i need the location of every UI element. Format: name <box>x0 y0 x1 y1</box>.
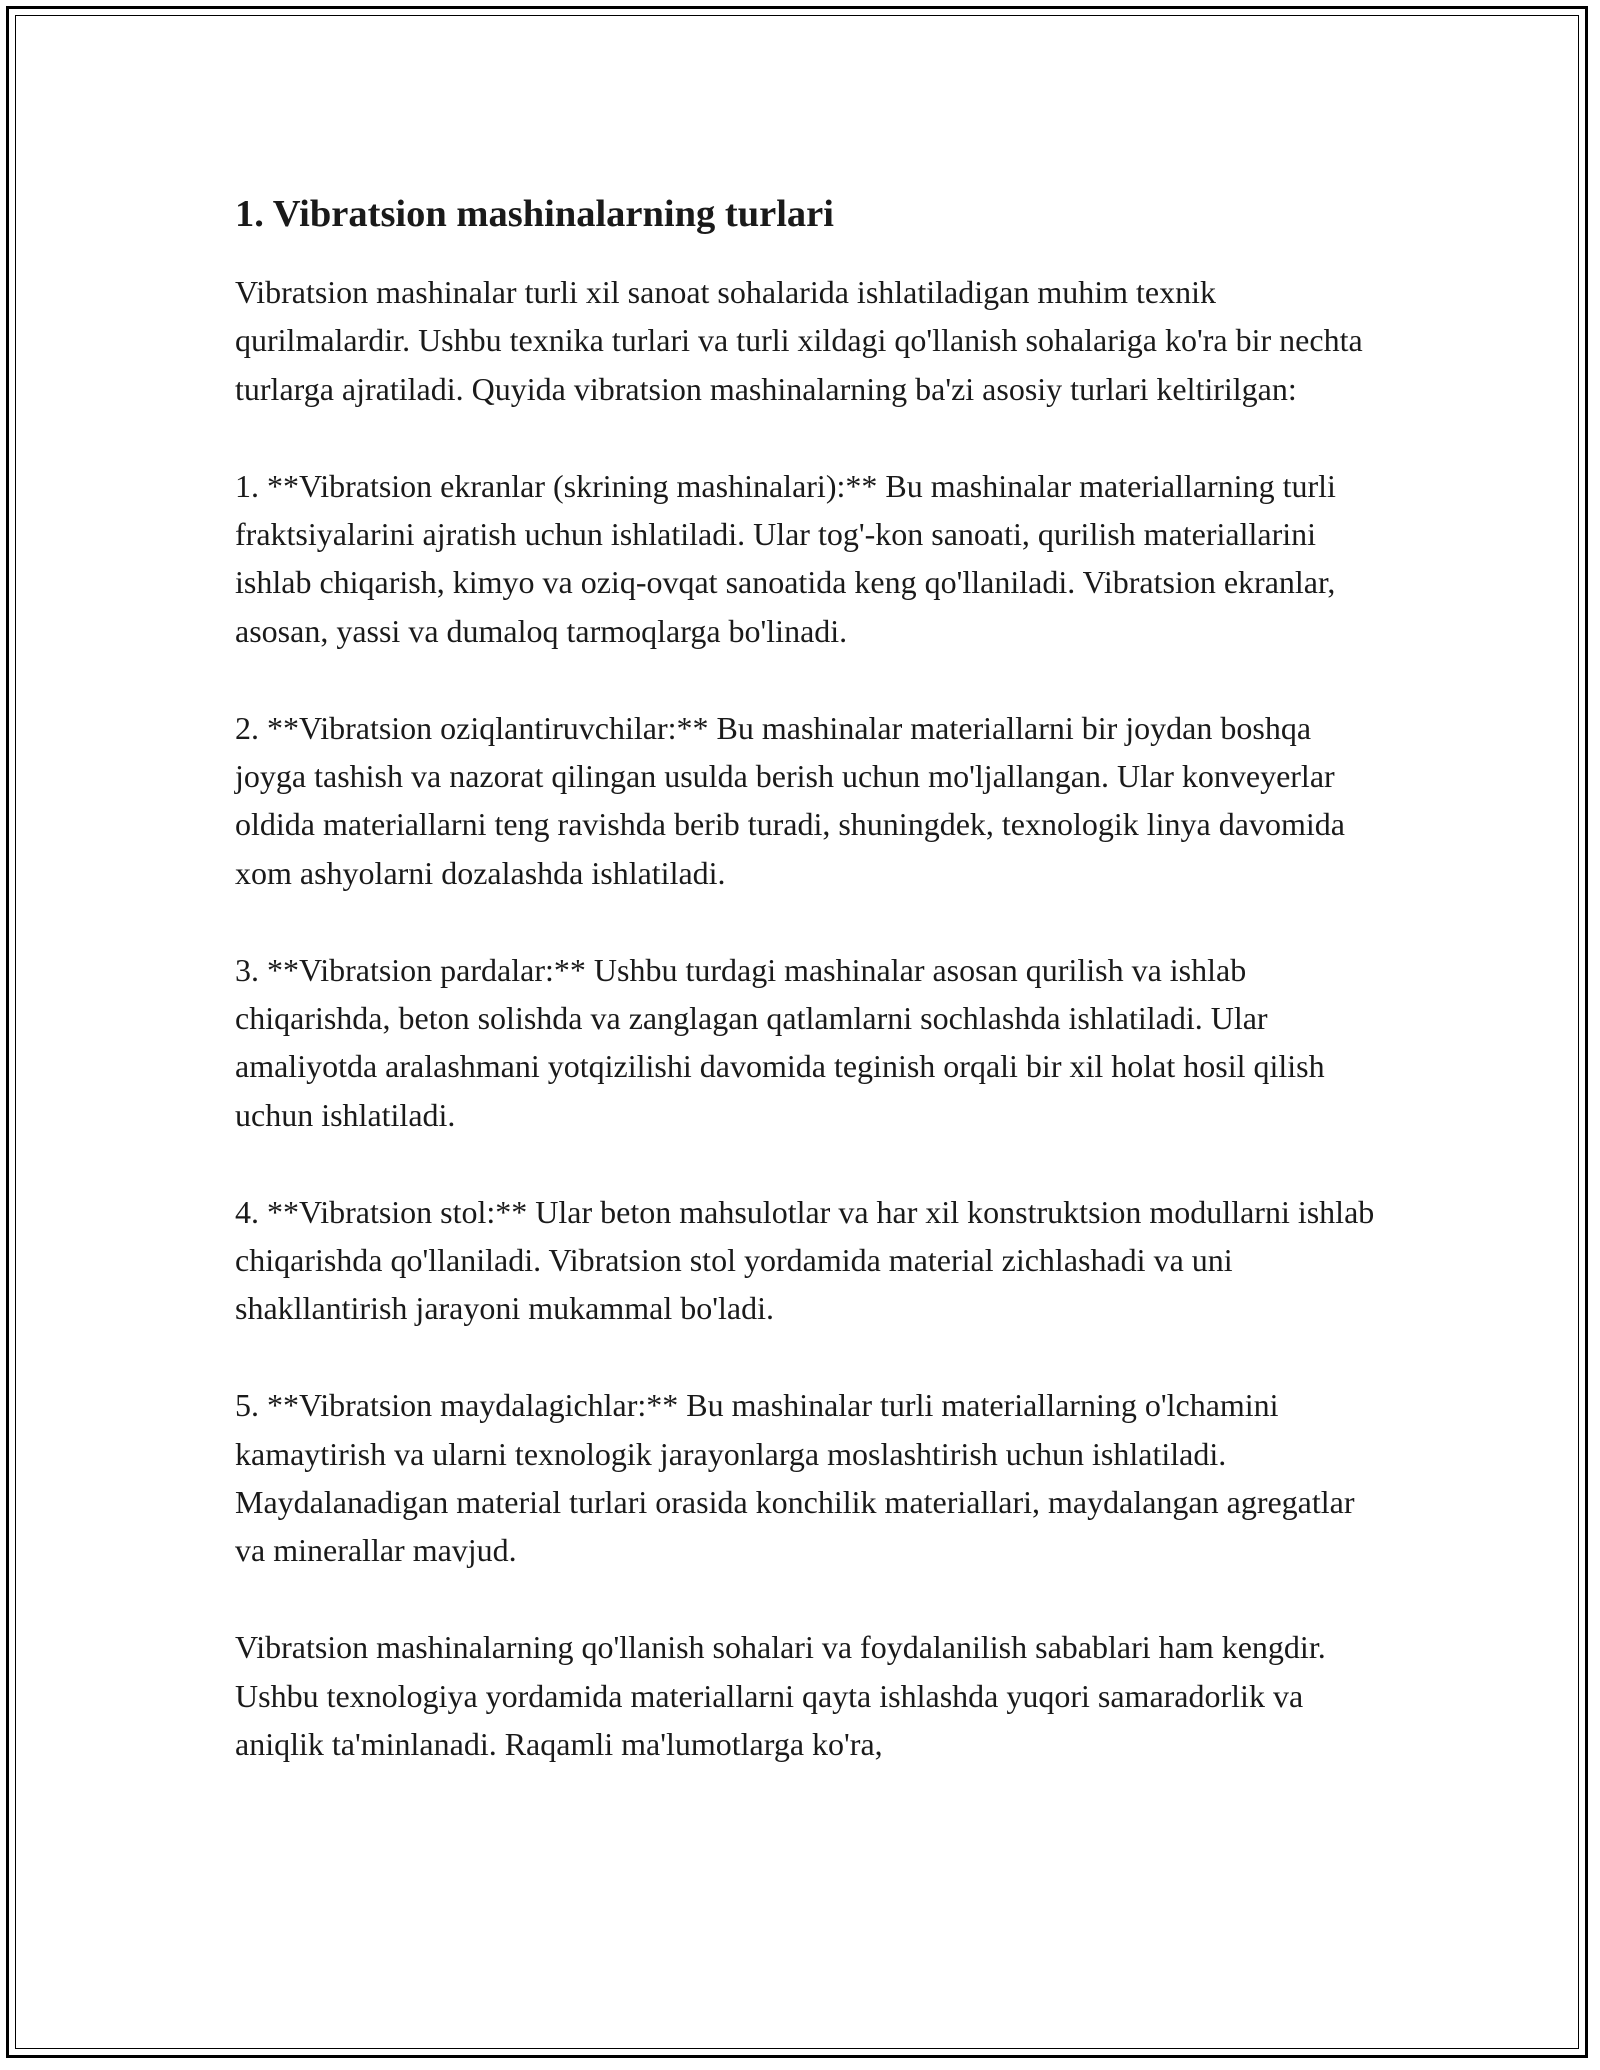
document-body <box>235 188 1375 1769</box>
paragraph-intro: Vibratsion mashinalar turli xil sanoat sohalarida ishlatiladigan muhim texnik qurilmalardir. Ushbu texnika turlari va turli xildagi qo'llanish sohalariga ko'ra bir nechta turlarga ajratiladi. Quyida vibratsion mashinalarning ba'zi asosiy turlari keltirilgan: <box>235 274 1363 407</box>
paragraph-item-3: 3. **Vibratsion pardalar:** Ushbu turdagi mashinalar asosan qurilish va ishlab chiqarishda, beton solishda va zanglagan qatlamlarni sochlashda ishlatiladi. Ular amaliyotda aralashmani yotqizilishi davomida teginish orqali bir xil holat hosil qilish uchun ishlatiladi. <box>235 951 1325 1133</box>
paragraph-item-1: 1. **Vibratsion ekranlar (skrining mashinalari):** Bu mashinalar materiallarning turli fraktsiyalarini ajratish uchun ishlatiladi. Ular tog'-kon sanoati, qurilish materiallarini ishlab chiqarish, kimyo va oziq-ovqat sanoatida keng qo'llaniladi. Vibratsion ekranlar, asosan, yassi va dumaloq tarmoqlarga bo'linadi. <box>235 467 1336 649</box>
document-title: 1. Vibratsion mashinalarning turlari <box>235 193 834 235</box>
paragraph-conclusion: Vibratsion mashinalarning qo'llanish sohalari va foydalanilish sabablari ham kengdir. Ushbu texnologiya yordamida materiallarni qayta ishlashda yuqori samaradorlik va aniqlik ta'minlanadi. Raqamli ma'lumotlarga ko'ra, <box>235 1629 1326 1763</box>
paragraph-item-5: 5. **Vibratsion maydalagichlar:** Bu mashinalar turli materiallarning o'lchamini kamaytirish va ularni texnologik jarayonlarga moslashtirish uchun ishlatiladi. Maydalanadigan material turlari orasida konchilik materiallari, maydalangan agregatlar va minerallar mavjud. <box>235 1387 1355 1569</box>
paragraph-item-2: 2. **Vibratsion oziqlantiruvchilar:** Bu mashinalar materiallarni bir joydan boshqa joyga tashish va nazorat qilingan usulda berish uchun mo'ljallangan. Ular konveyerlar oldida materiallarni teng ravishda berib turadi, shuningdek, texnologik linya davomida xom ashyolarni dozalashda ishlatiladi. <box>235 709 1345 891</box>
paragraph-item-4: 4. **Vibratsion stol:** Ular beton mahsulotlar va har xil konstruktsion modullarni ishlab chiqarishda qo'llaniladi. Vibratsion stol yordamida material zichlashadi va uni shakllantirish jarayoni mukammal bo'ladi. <box>235 1193 1375 1327</box>
